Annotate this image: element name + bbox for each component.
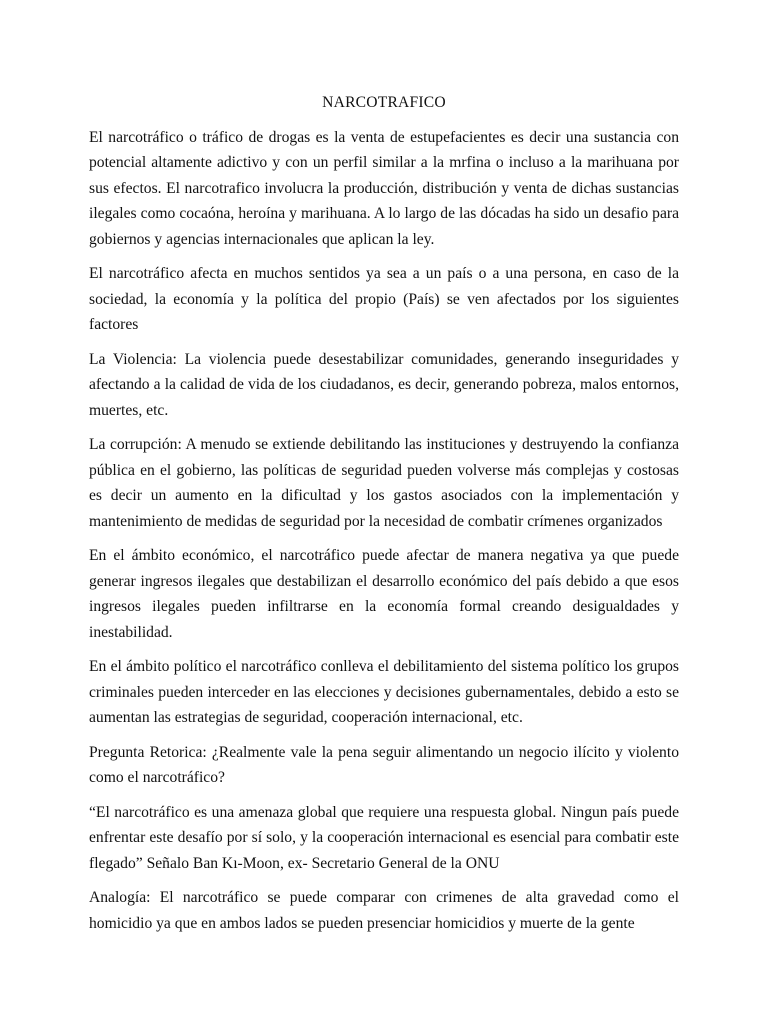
paragraph-analogy: Analogía: El narcotráfico se puede comparar con crimenes de alta gravedad como el homicidio ya que en ambos lados se pueden presenciar homicidios y muerte de la gente bbox=[89, 889, 679, 932]
paragraph-corruption: La corrupción: A menudo se extiende debilitando las instituciones y destruyendo la confianza pública en el gobierno, las políticas de seguridad pueden volverse más complejas y costosas es decir un aumento en la dificultad y los gastos asociados con la implementación y mantenimiento de medidas de seguridad por la necesidad de combatir crímenes organizados bbox=[89, 436, 679, 530]
paragraph-political: En el ámbito político el narcotráfico conlleva el debilitamiento del sistema político los grupos criminales pueden interceder en las elecciones y decisiones gubernamentales, debido a esto se aumentan las estrategias de seguridad, cooperación internacional, etc. bbox=[89, 658, 679, 726]
paragraph-rhetorical-question: Pregunta Retorica: ¿Realmente vale la pena seguir alimentando un negocio ilícito y violento como el narcotráfico? bbox=[89, 743, 679, 786]
paragraph-violence: La Violencia: La violencia puede desestabilizar comunidades, generando inseguridades y afectando a la calidad de vida de los ciudadanos, es decir, generando pobreza, malos entornos, muertes, etc. bbox=[89, 350, 679, 419]
paragraph-definition: El narcotráfico o tráfico de drogas es la venta de estupefacientes es decir una sustancia con potencial altamente adictivo y con un perfil similar a la mrfina o incluso a la marihuana por sus efectos. El narcotrafico involucra la producción, distribución y venta de dichas sustancias ilegales como cocaóna, heroína y marihuana. A lo largo de las dócadas ha sido un desafio para gobiernos y agencias internacionales que aplican la ley. bbox=[89, 128, 679, 248]
document-title: NARCOTRAFICO bbox=[322, 94, 446, 111]
document-body bbox=[89, 90, 679, 945]
paragraph-quote: “El narcotráfico es una amenaza global que requiere una respuesta global. Ningun país puede enfrentar este desafío por sí solo, y la cooperación internacional es esencial para combatir este flegado” Señalo Ban Kı-Moon, ex- Secretario General de la ONU bbox=[89, 803, 679, 872]
paragraph-economic: En el ámbito económico, el narcotráfico puede afectar de manera negativa ya que puede generar ingresos ilegales que destabilizan el desarrollo económico del país debido a que esos ingresos ilegales pueden infiltrarse en la economía formal creando desigualdades y inestabilidad. bbox=[89, 547, 679, 641]
paragraph-effects: El narcotráfico afecta en muchos sentidos ya sea a un país o a una persona, en caso de la sociedad, la economía y la política del propio (País) se ven afectados por los siguientes factores bbox=[89, 265, 679, 333]
